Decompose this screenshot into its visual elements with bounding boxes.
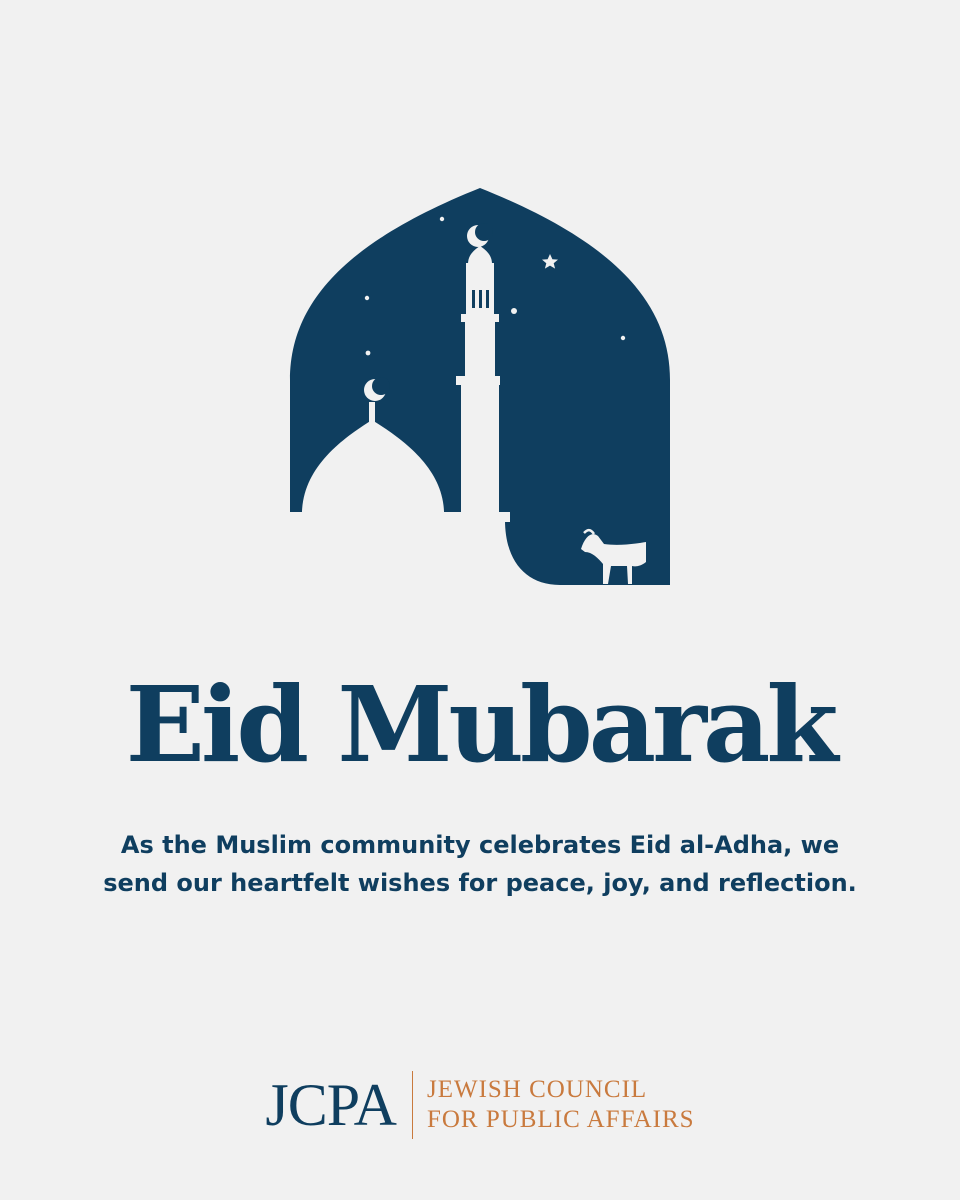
- logo-name: [427, 1075, 695, 1135]
- logo-mark: JCPA: [265, 1072, 396, 1138]
- greeting-line-1: As the Muslim community celebrates Eid al-Adha, we: [120, 831, 840, 859]
- page-title: Eid Mubarak: [125, 663, 835, 786]
- logo-lockup: [265, 1070, 694, 1140]
- logo-name-line-2: FOR PUBLIC AFFAIRS: [426, 1106, 695, 1133]
- greeting-line-2: send our heartfelt wishes for peace, joy, and reflection.: [103, 869, 857, 897]
- organization-logo: [0, 1060, 960, 1150]
- greeting-message: [60, 826, 900, 902]
- logo-divider: [412, 1071, 413, 1139]
- logo-name-line-1: JEWISH COUNCIL: [426, 1076, 648, 1103]
